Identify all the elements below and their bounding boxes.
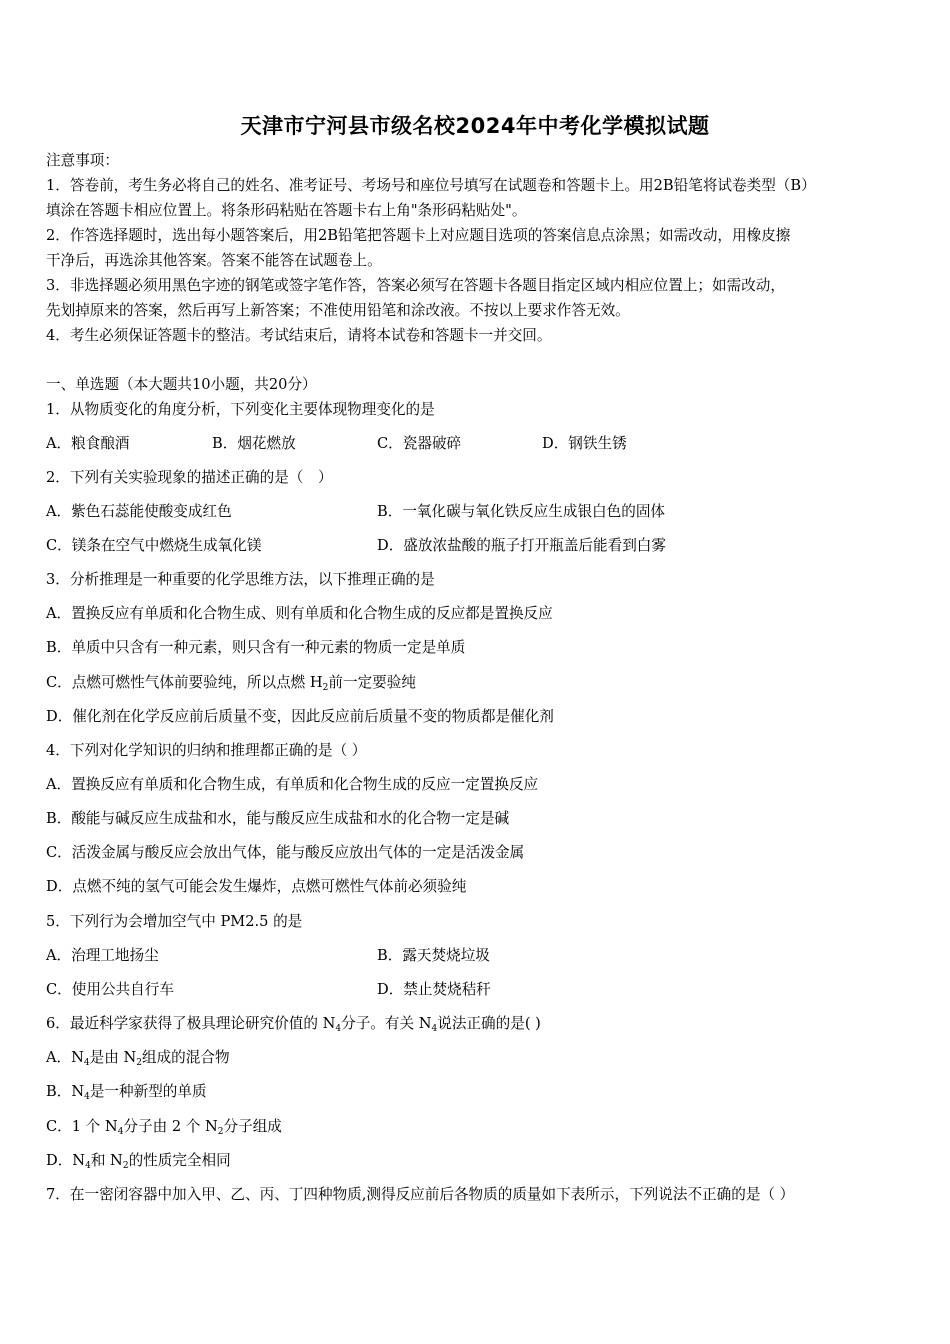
option-text: D．N xyxy=(46,1152,86,1169)
question-2-option-d: D．盛放浓盐酸的瓶子打开瓶盖后能看到白雾 xyxy=(377,537,666,554)
subscript: 4 xyxy=(117,1127,124,1137)
subscript: 2 xyxy=(217,1127,224,1137)
subscript: 2 xyxy=(322,683,329,693)
subscript: 4 xyxy=(335,1024,342,1034)
subscript: 4 xyxy=(85,1161,91,1171)
question-1-option-c: C．瓷器破碎 xyxy=(377,435,462,452)
question-6-option-a xyxy=(46,1048,230,1068)
option-text: A．N xyxy=(46,1049,84,1066)
question-4-option-c: C．活泼金属与酸反应会放出气体，能与酸反应放出气体的一定是活泼金属 xyxy=(46,844,525,861)
question-3-option-c-text-end: 前一定要验纯 xyxy=(328,674,416,691)
question-6-option-b xyxy=(46,1082,207,1102)
question-5-option-c: C．使用公共自行车 xyxy=(46,981,174,998)
question-2-option-c: C．镁条在空气中燃烧生成氧化镁 xyxy=(46,537,262,554)
page-title: 天津市宁河县市级名校2024年中考化学模拟试题 xyxy=(240,114,710,138)
question-2-stem: 2．下列有关实验现象的描述正确的是（ ） xyxy=(46,469,333,486)
question-5-option-b: B．露天焚烧垃圾 xyxy=(377,947,490,964)
question-1-option-a: A．粮食酿酒 xyxy=(46,435,130,452)
option-text: 是一种新型的单质 xyxy=(89,1083,207,1100)
question-1-option-d: D．钢铁生锈 xyxy=(542,435,627,452)
question-3-option-d: D．催化剂在化学反应前后质量不变，因此反应前后质量不变的物质都是催化剂 xyxy=(46,708,554,725)
notice-item-4: 4．考生必须保证答题卡的整洁。考试结束后，请将本试卷和答题卡一并交回。 xyxy=(46,327,552,344)
question-1-stem: 1．从物质变化的角度分析，下列变化主要体现物理变化的是 xyxy=(46,401,435,418)
notice-heading: 注意事项： xyxy=(46,152,119,169)
question-2-option-b: B．一氧化碳与氧化铁反应生成银白色的固体 xyxy=(377,503,666,520)
question-5-option-a: A．治理工地扬尘 xyxy=(46,947,159,964)
subscript: 2 xyxy=(122,1161,129,1171)
notice-item-2: 2．作答选择题时，选出每小题答案后，用2B铅笔把答题卡上对应题目选项的答案信息点涂黑；如需改动，用橡皮擦 xyxy=(46,227,791,244)
question-6-stem xyxy=(46,1014,541,1034)
question-3-option-b: B．单质中只含有一种元素，则只含有一种元素的物质一定是单质 xyxy=(46,639,466,656)
option-text: 分子组成 xyxy=(223,1118,282,1135)
question-6-stem-text-end: 说法正确的是( ) xyxy=(437,1015,541,1032)
question-6-stem-text-mid: 分子。有关 N xyxy=(341,1015,432,1032)
subscript: 4 xyxy=(84,1092,90,1102)
notice-item-3-cont: 先划掉原来的答案，然后再写上新答案；不准使用铅笔和涂改液。不按以上要求作答无效。 xyxy=(46,302,630,319)
question-6-option-c xyxy=(46,1117,282,1137)
notice-item-1-cont: 填涂在答题卡相应位置上。将条形码粘贴在答题卡右上角"条形码粘贴处"。 xyxy=(46,202,527,219)
question-3-option-a: A．置换反应有单质和化合物生成、则有单质和化合物生成的反应都是置换反应 xyxy=(46,605,553,622)
question-4-option-b: B．酸能与碱反应生成盐和水，能与酸反应生成盐和水的化合物一定是碱 xyxy=(46,810,510,827)
option-text: 是由 N xyxy=(89,1049,137,1066)
question-3-stem: 3．分析推理是一种重要的化学思维方法，以下推理正确的是 xyxy=(46,571,435,588)
question-5-option-d: D．禁止焚烧秸秆 xyxy=(377,981,491,998)
option-text: 和 N xyxy=(90,1152,123,1169)
question-3-option-c-text: C．点燃可燃性气体前要验纯，所以点燃 H xyxy=(46,674,323,691)
question-4-option-d: D．点燃不纯的氢气可能会发生爆炸，点燃可燃性气体前必须验纯 xyxy=(46,878,467,895)
notice-item-2-cont: 干净后，再选涂其他答案。答案不能答在试题卷上。 xyxy=(46,252,382,269)
option-text: 的性质完全相同 xyxy=(128,1152,231,1169)
question-6-stem-text: 6．最近科学家获得了极具理论研究价值的 N xyxy=(46,1015,336,1032)
option-text: 分子由 2 个 N xyxy=(123,1118,218,1135)
question-3-option-c xyxy=(46,673,416,693)
subscript: 2 xyxy=(136,1058,142,1068)
subscript: 4 xyxy=(83,1058,90,1068)
option-text: B．N xyxy=(46,1083,85,1100)
question-2-option-a: A．紫色石蕊能使酸变成红色 xyxy=(46,503,232,520)
question-5-stem: 5．下列行为会增加空气中 PM2.5 的是 xyxy=(46,913,303,930)
question-7-stem: 7．在一密闭容器中加入甲、乙、丙、丁四种物质,测得反应前后各物质的质量如下表所示，下列说法不正确的是（ ） xyxy=(46,1186,795,1203)
notice-item-1: 1．答卷前，考生务必将自己的姓名、准考证号、考场号和座位号填写在试题卷和答题卡上。用2B铅笔将试卷类型（B） xyxy=(46,177,816,194)
notice-item-3: 3．非选择题必须用黑色字迹的钢笔或签字笔作答，答案必须写在答题卡各题目指定区域内相应位置上；如需改动， xyxy=(46,277,785,294)
option-text: 组成的混合物 xyxy=(141,1049,230,1066)
question-4-stem: 4．下列对化学知识的归纳和推理都正确的是（ ） xyxy=(46,742,367,759)
question-4-option-a: A．置换反应有单质和化合物生成，有单质和化合物生成的反应一定置换反应 xyxy=(46,776,539,793)
question-6-option-d xyxy=(46,1151,231,1171)
option-text: C．1 个 N xyxy=(46,1118,118,1135)
section-heading: 一、单选题（本大题共10小题，共20分） xyxy=(46,376,317,393)
question-1-option-b: B．烟花燃放 xyxy=(212,435,296,452)
subscript: 4 xyxy=(431,1024,438,1034)
